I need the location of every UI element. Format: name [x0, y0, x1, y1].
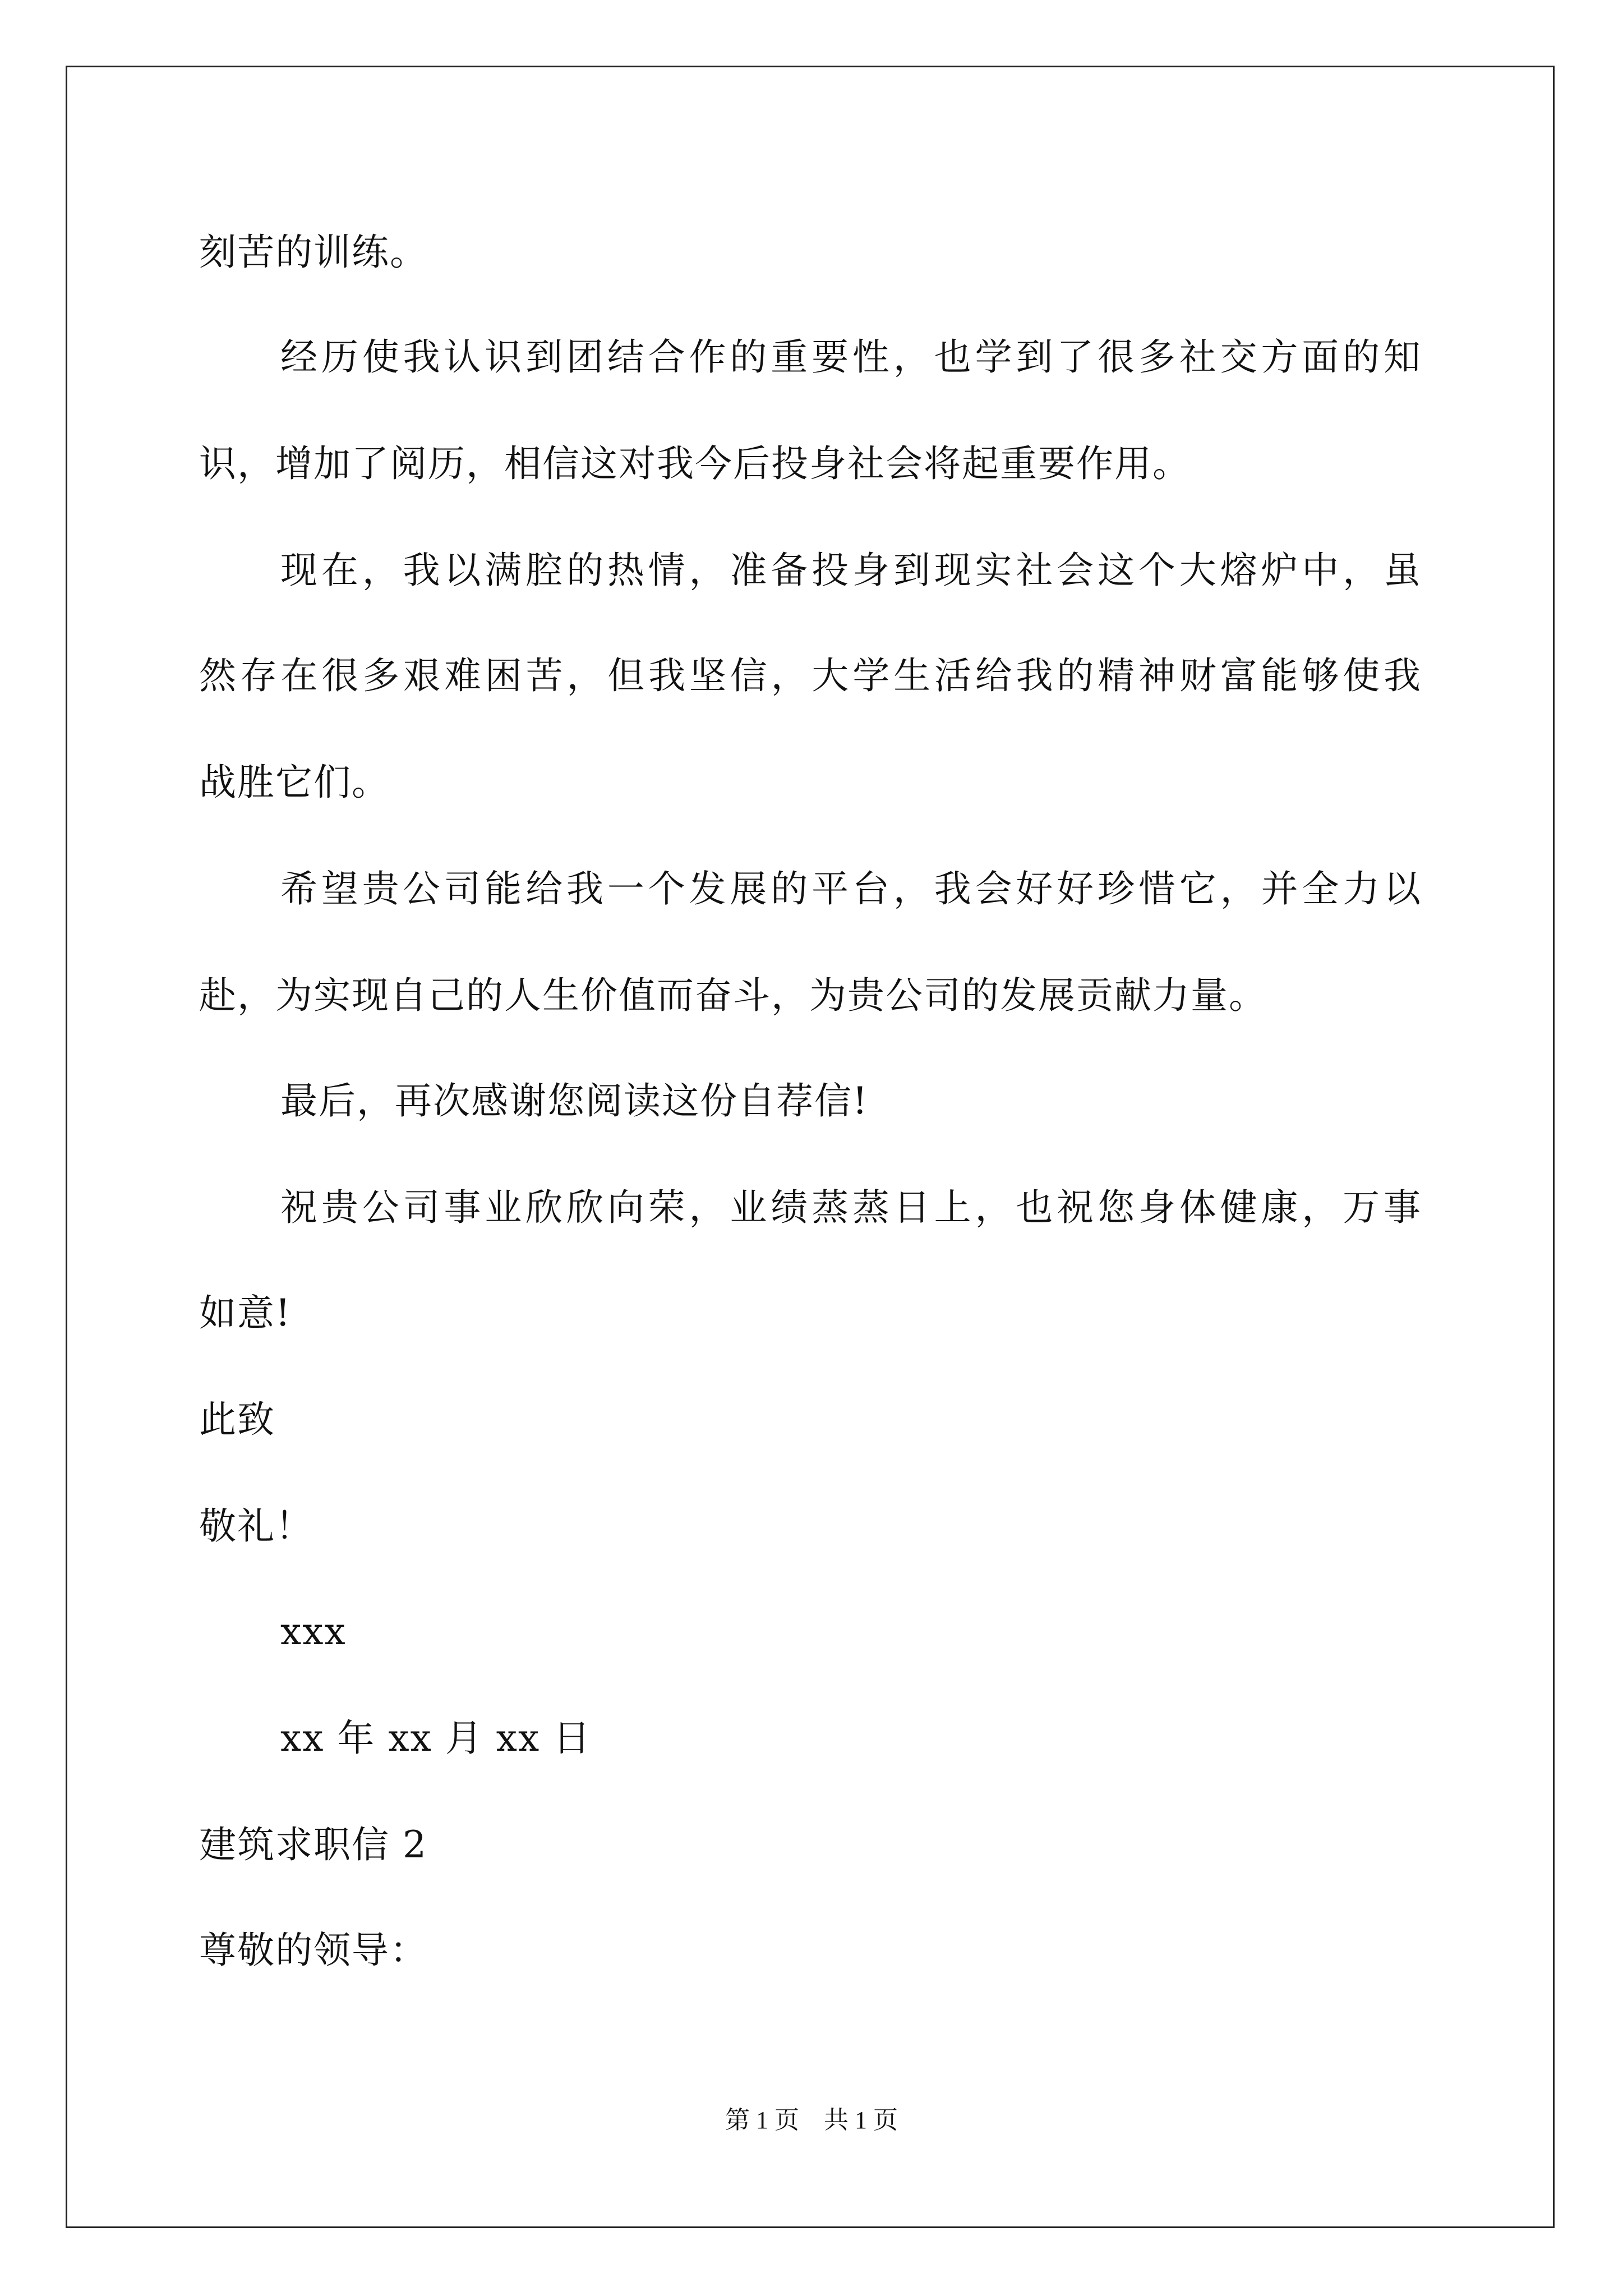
- signature-date: xx 年 xx 月 xx 日: [280, 1717, 592, 1760]
- text-line: 此致: [199, 1398, 275, 1441]
- text-line: 经历使我认识到团结合作的重要性，也学到了很多社交方面的知: [280, 335, 1422, 379]
- text-line: 刻苦的训练。: [199, 231, 428, 274]
- text-line: 如意!: [199, 1291, 292, 1335]
- text-line: 现在，我以满腔的热情，准备投身到现实社会这个大熔炉中，虽: [280, 549, 1422, 592]
- text-line: 战胜它们。: [199, 761, 390, 804]
- page-border: [66, 66, 1555, 2228]
- text-line: 最后，再次感谢您阅读这份自荐信!: [280, 1079, 869, 1122]
- section-heading: 建筑求职信 2: [199, 1823, 427, 1866]
- signature-name: xxx: [280, 1610, 347, 1653]
- salutation: 尊敬的领导：: [199, 1929, 428, 1972]
- text-line: 然存在很多艰难困苦，但我坚信，大学生活给我的精神财富能够使我: [199, 654, 1422, 697]
- text-line: 赴，为实现自己的人生价值而奋斗，为贵公司的发展贡献力量。: [199, 974, 1267, 1017]
- page-footer: 第 1 页 共 1 页: [725, 2106, 898, 2134]
- text-line: 祝贵公司事业欣欣向荣，业绩蒸蒸日上，也祝您身体健康，万事: [280, 1186, 1422, 1229]
- text-line: 敬礼！: [199, 1504, 313, 1548]
- text-line: 希望贵公司能给我一个发展的平台，我会好好珍惜它，并全力以: [280, 867, 1422, 910]
- text-line: 识，增加了阅历，相信这对我今后投身社会将起重要作用。: [199, 442, 1191, 485]
